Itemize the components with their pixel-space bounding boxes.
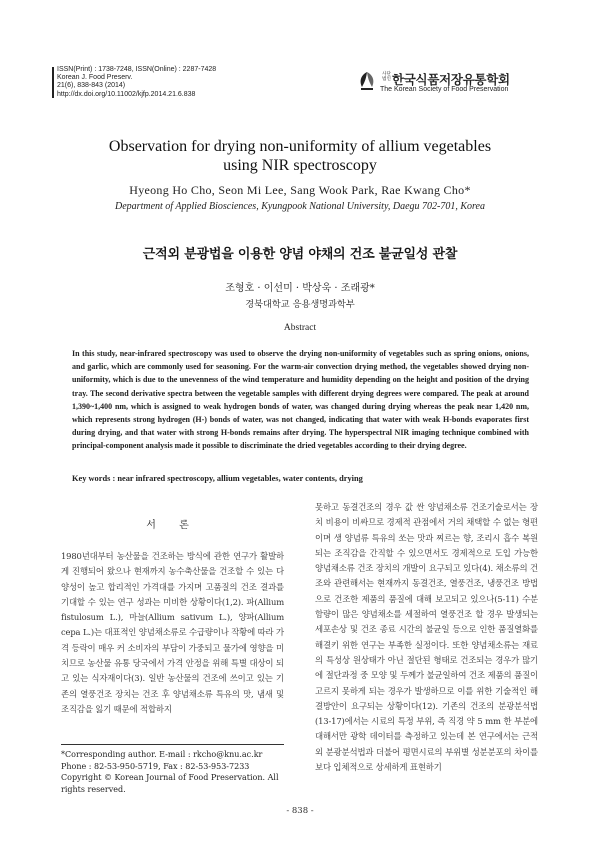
body-column-left: 1980년대부터 농산물을 건조하는 방식에 관한 연구가 활발하게 진행되어 왔으나 현재까지 농수축산물을 건조할 수 있는 다양성이 높고 합리적인 가격대를 가지며 고품질의 건조 결과를 기대할 수 있는 연구 성과는 미비한 상황이다(1,2). 파(Allium fistulosum L.), 마늘(Allium sativum L.), 양파(Allium cepa L.)는 대표적인 양념채소류로 수급량이나 작황에 따라 가격 등락이 매우 커 소비자의 부담이 가중되고 물가에 영향을 미치므로 농산물 유통 당국에서 가격 안정을 위해 특별 대상이 되고 있는 식자재이다(3). 일반 농산물의 건조에 쓰이고 있는 기존의 열풍건조 장치는 건조 후 양념채소류 특유의 맛, 냄새 및 조직감을 잃기 때문에 적합하지 bbox=[61, 551, 284, 714]
title-line-1: Observation for drying non-uniformity of allium vegetables bbox=[108, 138, 492, 155]
korean-author-list: 조형호 · 이선미 · 박상욱 · 조래광* bbox=[225, 283, 375, 294]
society-emblem-icon bbox=[356, 70, 378, 92]
issn-line: ISSN(Print) : 1738-7248, ISSN(Online) : 2287-7428 bbox=[57, 66, 217, 73]
journal-name-line: Korean J. Food Preserv. bbox=[57, 74, 133, 82]
logo-corp-label: 사단법인 bbox=[382, 72, 391, 83]
footnote bbox=[61, 749, 289, 796]
header-rule bbox=[52, 67, 54, 98]
doi-link[interactable]: http://dx.doi.org/10.11002/kjfp.2014.21.6.838 bbox=[57, 90, 196, 98]
korean-affiliation: 경북대학교 응용생명과학부 bbox=[245, 299, 355, 310]
affiliation: Department of Applied Biosciences, Kyungpook National University, Daegu 702-701, Korea bbox=[115, 201, 485, 212]
abstract-text: In this study, near-infrared spectroscopy was used to observe the drying non-uniformity of vegetables such as spring onions, onions, and garlic, which are commonly used for seasoning. For the warm-air convection drying method, the vegetables showed drying non-uniformity, which is due to the unevenness of the wind temperature and humidity depending on the height and position of the drying tray. The second derivative spectra between the vegetable samples with different drying degrees were compared. The peak at around 1,390~1,400 nm, which is assigned to weak hydrogen bonds of water, was changed during drying whereas the peak near 1,420 nm, which represents strong hydrogen (H-) bonds of water, was not changed, indicating that water with weak H-bonds evaporates first during drying, and that water with strong H-bonds remains after drying. The hyperspectral NIR imaging technique combined with principal-component analysis made it possible to discriminate the dried vegetables according to their drying degree. bbox=[72, 349, 529, 451]
author-list: Hyeong Ho Cho, Seon Mi Lee, Sang Wook Park, Rae Kwang Cho* bbox=[129, 183, 471, 197]
volume-line: 21(6), 838-843 (2014) bbox=[57, 82, 126, 90]
body-column-right: 못하고 동결건조의 경우 값 싼 양념채소류 건조기술로서는 장치 비용이 비싸므로 경제적 관점에서 거의 채택할 수 없는 형편이며 생 양념류 특유의 쏘는 맛과 찌르는 향, 조리시 흡수 복원되는 조직감을 간직할 수 있으면서도 경제적으로 도입 가능한 양념채소류 건조 장치의 개발이 요구되고 있다(4). 채소류의 건조와 관련해서는 현재까지 동결건조, 열풍건조, 냉풍건조 방법으로 건조한 제품의 품질에 대해 보고되고 있으나(5-11) 수분 함량이 많은 양념채소를 세절하여 열풍건조 할 경우 발생되는 세포손상 및 건조 종료 시간의 불균일 등으로 인한 품질열화를 해결키 위한 연구는 부족한 실정이다. 또한 양념채소류는 재료의 특성상 원상태가 아닌 절단된 형태로 건조되는 경우가 많기에 절단과정 중 모양 및 두께가 불균일하여 건조 제품의 품질이 고르지 못하게 되는 경우가 발생하므로 이를 위한 기술적인 해결방안이 요구되는 상황이다(12). 기존의 건조의 분광분석법(13-17)에서는 시료의 특정 부위, 즉 직경 약 5 mm 한 부분에 대해서만 광학 데이터를 측정하고 있는데 본 연구에서는 근적외 분광분석법과 더불어 평면시료의 부위별 성분분포의 차이를 보다 입체적으로 상세하게 표현하기 bbox=[315, 502, 538, 773]
title-line-2: using NIR spectroscopy bbox=[223, 157, 377, 174]
article-title bbox=[40, 137, 560, 175]
page-number: - 838 - bbox=[286, 806, 314, 816]
contact-phone-fax: Phone : 82-53-950-5719, Fax : 82-53-953-7233 bbox=[61, 761, 250, 771]
abstract-heading: Abstract bbox=[283, 323, 317, 333]
logo-english-name: The Korean Society of Food Preservation bbox=[380, 86, 509, 93]
section-heading-introduction: 서 론 bbox=[146, 520, 199, 531]
corresponding-author: *Corresponding author. E-mail : rkcho@knu.ac.kr bbox=[61, 750, 263, 759]
korean-title: 근적외 분광법을 이용한 양념 야채의 건조 불균일성 관찰 bbox=[142, 247, 458, 262]
keywords: Key words : near infrared spectroscopy, allium vegetables, water contents, drying bbox=[72, 474, 363, 483]
logo-korean-name: 한국식품저장유통학회 bbox=[392, 72, 510, 87]
journal-meta bbox=[57, 66, 216, 99]
footnote-divider bbox=[61, 744, 284, 745]
copyright-notice: Copyright © Korean Journal of Food Preservation. All rights reserved. bbox=[61, 773, 279, 795]
society-logo bbox=[344, 68, 544, 98]
